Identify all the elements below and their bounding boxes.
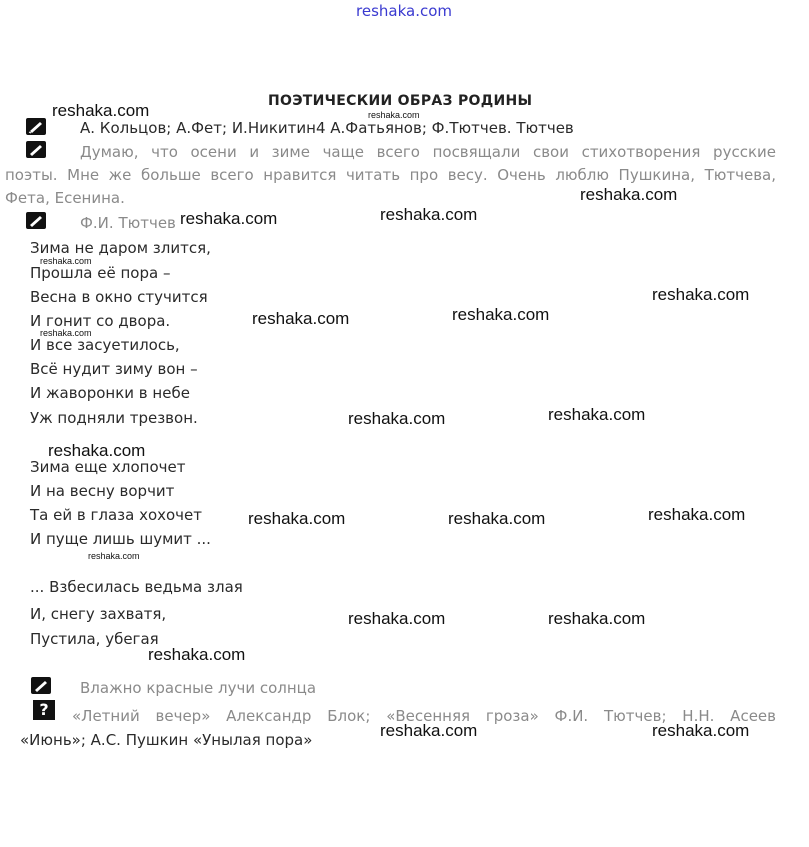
watermark: reshaka.com	[652, 721, 750, 740]
authors-line: А. Кольцов; А.Фет; И.Никитин4 А.Фатьянов; Ф.Тютчев. Тютчев	[80, 119, 574, 137]
page-title: ПОЭТИЧЕСКИИ ОБРАЗ РОДИНЫ	[268, 93, 533, 109]
reading-line-2: «Июнь»; А.С. Пушкин «Унылая пора»	[20, 731, 313, 749]
poem-author: Ф.И. Тютчев	[80, 214, 176, 232]
watermark-small: reshaka.com	[40, 328, 92, 338]
opinion-line-2: поэты. Мне же больше всего нравится читать про весу. Очень люблю Пушкина, Тютчева,	[5, 166, 776, 184]
poem-line: Та ей в глаза хохочет	[30, 506, 203, 524]
poem-line: Пустила, убегая	[30, 630, 159, 648]
watermark: reshaka.com	[580, 185, 678, 204]
pencil-icon	[26, 118, 46, 135]
watermark: reshaka.com	[452, 305, 550, 324]
watermark: reshaka.com	[380, 721, 478, 740]
watermark: reshaka.com	[348, 609, 446, 628]
opinion-line-1: Думаю, что осени и зиме чаще всего посвящали свои стихотворения русские	[80, 143, 776, 161]
opinion-line-3: Фета, Есенина.	[5, 189, 125, 207]
reading-line-1: «Летний вечер» Александр Блок; «Весенняя гроза» Ф.И. Тютчев; Н.Н. Асеев	[72, 707, 776, 725]
watermark: reshaka.com	[548, 405, 646, 424]
watermark: reshaka.com	[48, 441, 146, 460]
pencil-icon	[31, 677, 51, 694]
title-watermark: reshaka.com	[368, 110, 420, 120]
watermark-small: reshaka.com	[40, 256, 92, 266]
poem-line: И гонит со двора.	[30, 312, 171, 330]
watermark: reshaka.com	[348, 409, 446, 428]
closing-line: Влажно красные лучи солнца	[80, 679, 317, 697]
poem-line: И все засуетилось,	[30, 336, 180, 354]
pencil-icon	[26, 141, 46, 158]
pencil-icon	[26, 212, 46, 229]
poem-line: Уж подняли трезвон.	[30, 409, 198, 427]
watermark: reshaka.com	[180, 209, 278, 228]
poem-line: Зима еще хлопочет	[30, 458, 186, 476]
poem-line: Всё нудит зиму вон –	[30, 360, 198, 378]
poem-line: И пуще лишь шумит ...	[30, 530, 211, 548]
poem-line: Прошла её пора –	[30, 264, 171, 282]
watermark: reshaka.com	[548, 609, 646, 628]
top-watermark: reshaka.com	[356, 2, 452, 20]
watermark: reshaka.com	[380, 205, 478, 224]
poem-line: Зима не даром злится,	[30, 239, 211, 257]
poem-line: ... Взбесилась ведьма злая	[30, 578, 243, 596]
poem-line: Весна в окно стучится	[30, 288, 208, 306]
watermark: reshaka.com	[648, 505, 746, 524]
watermark: reshaka.com	[248, 509, 346, 528]
watermark: reshaka.com	[52, 101, 150, 120]
watermark: reshaka.com	[252, 309, 350, 328]
poem-line: И, снегу захватя,	[30, 605, 167, 623]
poem-line: И жаворонки в небе	[30, 384, 190, 402]
watermark: reshaka.com	[148, 645, 246, 664]
question-icon: ?	[33, 700, 55, 720]
watermark-small: reshaka.com	[88, 551, 140, 561]
poem-line: И на весну ворчит	[30, 482, 175, 500]
watermark: reshaka.com	[448, 509, 546, 528]
watermark: reshaka.com	[652, 285, 750, 304]
